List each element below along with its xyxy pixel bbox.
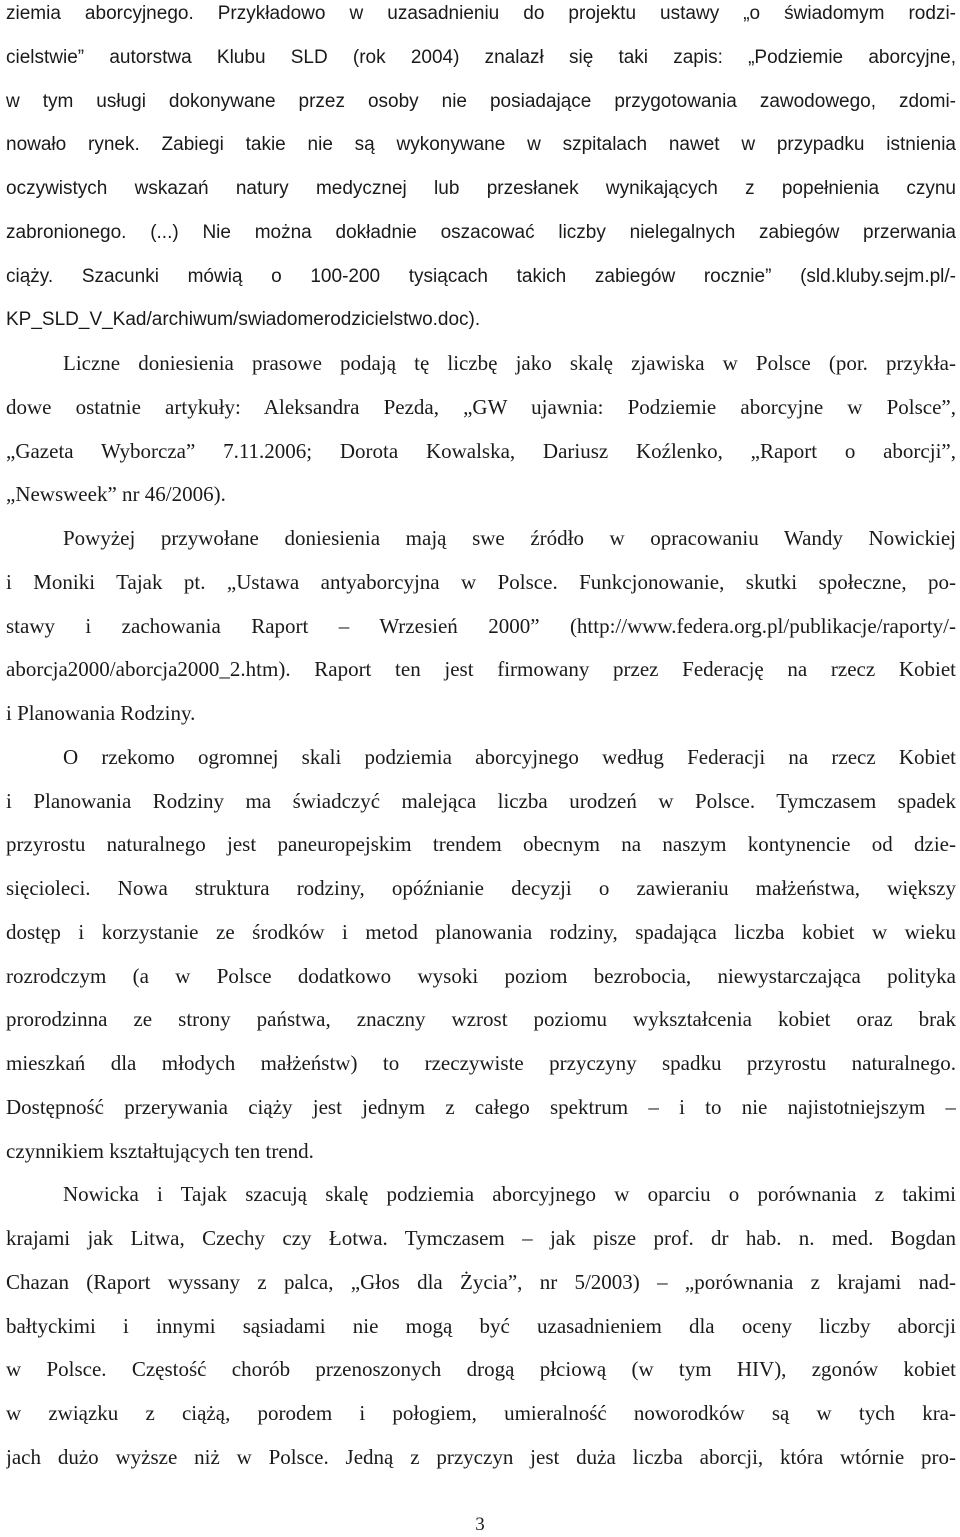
text-line: oczywistych wskazań natury medycznej lub przesłanek wynikających z popełnienia czynu — [6, 178, 956, 199]
page-number: 3 — [475, 1514, 485, 1535]
text-line: ziemia aborcyjnego. Przykładowo w uzasadnieniu do projektu ustawy „o świadomym rodzi- — [6, 3, 956, 24]
text-line: Dostępność przerywania ciąży jest jednym z całego spektrum – i to nie najistotniejszym – — [6, 1094, 956, 1119]
text-line: rozrodczym (a w Polsce dodatkowo wysoki poziom bezrobocia, niewystarczająca polityka — [6, 963, 956, 988]
text-line: O rzekomo ogromnej skali podziemia aborcyjnego według Federacji na rzecz Kobiet — [63, 744, 956, 769]
text-line: „Gazeta Wyborcza” 7.11.2006; Dorota Kowalska, Dariusz Koźlenko, „Raport o aborcji”, — [6, 438, 956, 463]
text-line: w związku z ciążą, porodem i połogiem, umieralność noworodków są w tych kra- — [6, 1401, 956, 1425]
text-line: i Planowania Rodziny ma świadczyć malejąca liczba urodzeń w Polsce. Tymczasem spadek — [6, 788, 956, 813]
text-line: stawy i zachowania Raport – Wrzesień 2000” (http://www.federa.org.pl/publikacje/raporty/- — [6, 613, 956, 638]
text-line: w Polsce. Częstość chorób przenoszonych drogą płciową (w tym HIV), zgonów kobiet — [6, 1357, 956, 1382]
text-line: Nowicka i Tajak szacują skalę podziemia aborcyjnego w oparciu o porównania z takimi — [63, 1182, 956, 1207]
text-line: Chazan (Raport wyssany z palca, „Głos dla Życia”, nr 5/2003) – „porównania z krajami nad- — [6, 1269, 956, 1294]
text-line: Powyżej przywołane doniesienia mają swe źródło w opracowaniu Wandy Nowickiej — [63, 526, 956, 550]
text-line: ciąży. Szacunki mówią o 100-200 tysiącach takich zabiegów rocznie” (sld.kluby.sejm.pl/- — [6, 265, 956, 287]
text-line: i Moniki Tajak pt. „Ustawa antyaborcyjna w Polsce. Funkcjonowanie, skutki społeczne, po- — [6, 569, 956, 594]
text-line: czynnikiem kształtujących ten trend. — [6, 1138, 314, 1163]
text-line: Liczne doniesienia prasowe podają tę liczbę jako skalę zjawiska w Polsce (por. przykła- — [63, 351, 956, 375]
body-text — [6, 0, 956, 1480]
text-line: cielstwie” autorstwa Klubu SLD (rok 2004) znalazł się taki zapis: „Podziemie aborcyjne, — [6, 46, 956, 68]
text-line: bałtyckimi i innymi sąsiadami nie mogą być uzasadnieniem dla oceny liczby aborcji — [6, 1313, 956, 1338]
text-line: jach dużo wyższe niż w Polsce. Jedną z przyczyn jest duża liczba aborcji, która wtórnie pro- — [6, 1444, 956, 1469]
text-line: w tym usługi dokonywane przez osoby nie posiadające przygotowania zawodowego, zdomi- — [6, 90, 956, 112]
text-line: zabronionego. (...) Nie można dokładnie oszacować liczby nielegalnych zabiegów przerwania — [6, 221, 956, 243]
text-line: sięcioleci. Nowa struktura rodziny, opóźnianie decyzji o zawieraniu małżeństwa, większy — [6, 876, 956, 900]
text-line: przyrostu naturalnego jest paneuropejskim trendem obecnym na naszym kontynencie od dzie- — [6, 832, 956, 857]
text-line: prorodzinna ze strony państwa, znaczny wzrost poziomu wykształcenia kobiet oraz brak — [6, 1007, 956, 1032]
text-line: dowe ostatnie artykuły: Aleksandra Pezda, „GW ujawnia: Podziemie aborcyjne w Polsce”, — [6, 394, 956, 419]
text-line: dostęp i korzystanie ze środków i metod planowania rodziny, spadająca liczba kobiet w wieku — [6, 919, 956, 944]
text-line: mieszkań dla młodych małżeństw) to rzeczywiste przyczyny spadku przyrostu naturalnego. — [6, 1051, 956, 1075]
text-line: nowało rynek. Zabiegi takie nie są wykonywane w szpitalach nawet w przypadku istnienia — [6, 134, 956, 156]
text-line: „Newsweek” nr 46/2006). — [6, 482, 226, 507]
text-line: KP_SLD_V_Kad/archiwum/swiadomerodzicielstwo.doc). — [6, 309, 481, 331]
text-line: krajami jak Litwa, Czechy czy Łotwa. Tymczasem – jak pisze prof. dr hab. n. med. Bogdan — [6, 1226, 956, 1250]
text-line: aborcja2000/aborcja2000_2.htm). Raport ten jest firmowany przez Federację na rzecz Kobiet — [6, 657, 956, 682]
text-line: i Planowania Rodziny. — [6, 701, 196, 725]
